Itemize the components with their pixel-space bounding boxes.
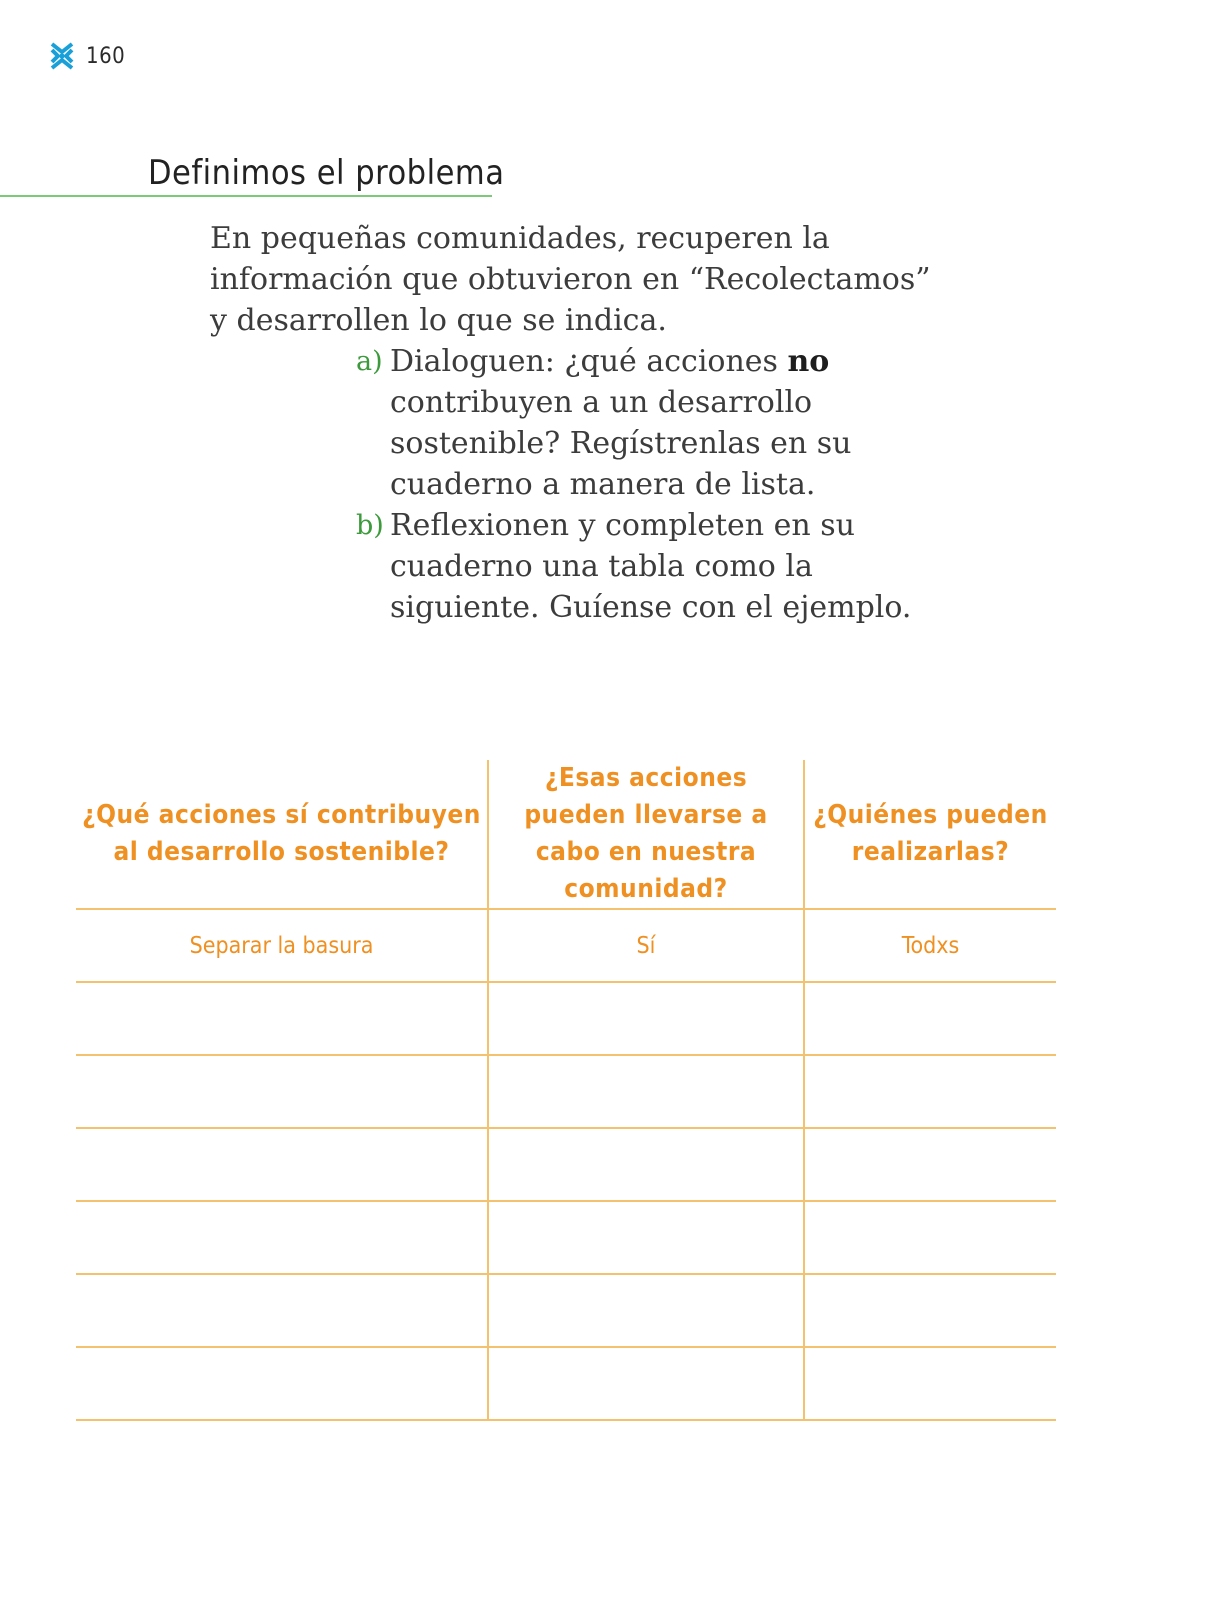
- table-cell: [76, 1055, 488, 1128]
- table-cell: [488, 1274, 804, 1347]
- column-header-who: ¿Quiénes pueden realizarlas?: [804, 760, 1056, 909]
- table-row: [76, 1274, 1056, 1347]
- table-cell: [488, 982, 804, 1055]
- instruction-text: [390, 341, 916, 505]
- table-cell: Todxs: [804, 909, 1056, 982]
- table-cell: [76, 1347, 488, 1420]
- instruction-emphasis: no: [787, 344, 830, 379]
- table-cell: [76, 1274, 488, 1347]
- instruction-item-a: [356, 341, 916, 505]
- table-cell: [488, 1128, 804, 1201]
- table-cell: [804, 1201, 1056, 1274]
- section-title: Definimos el problema: [148, 153, 505, 193]
- ornament-logo-icon: [48, 40, 76, 72]
- page-number: 160: [86, 43, 126, 69]
- section-title-underline: [0, 195, 492, 197]
- table-row: [76, 1347, 1056, 1420]
- table-row: [76, 1128, 1056, 1201]
- table-cell: [804, 982, 1056, 1055]
- table-row: [76, 982, 1056, 1055]
- table-cell: [76, 1201, 488, 1274]
- table-cell: [804, 1347, 1056, 1420]
- instruction-text-part: Dialoguen: ¿qué acciones: [390, 344, 788, 379]
- table-cell: [804, 1274, 1056, 1347]
- column-header-actions: ¿Qué acciones sí contribuyen al desarrollo sostenible?: [76, 760, 488, 909]
- table-cell: [76, 1128, 488, 1201]
- sustainability-table: [76, 760, 1056, 1421]
- table-row: [76, 909, 1056, 982]
- table-cell: [488, 1347, 804, 1420]
- intro-paragraph: En pequeñas comunidades, recuperen la información que obtuvieron en “Recolectamos” y desarrollen lo que se indica.: [210, 221, 931, 338]
- instruction-letter: a): [356, 346, 383, 377]
- instruction-text-part: contribuyen a un desarrollo sostenible? Regístrenlas en su cuaderno a manera de lista.: [390, 385, 852, 502]
- table-row: [76, 1201, 1056, 1274]
- table-cell: [488, 1201, 804, 1274]
- table-row: [76, 1055, 1056, 1128]
- column-header-feasibility: ¿Esas acciones pueden llevarse a cabo en nuestra comunidad?: [488, 760, 804, 909]
- table-cell: Sí: [488, 909, 804, 982]
- table-cell: Separar la basura: [76, 909, 488, 982]
- table-header-row: [76, 760, 1056, 909]
- page-header: [48, 40, 125, 72]
- instruction-list: [356, 341, 916, 628]
- sustainability-table-container: [76, 760, 1056, 1421]
- table-cell: [76, 982, 488, 1055]
- instruction-letter: b): [356, 510, 384, 541]
- table-cell: [488, 1055, 804, 1128]
- instruction-text: Reflexionen y completen en su cuaderno una tabla como la siguiente. Guíense con el ejemplo.: [390, 508, 912, 625]
- table-cell: [804, 1055, 1056, 1128]
- instruction-item-b: [356, 505, 916, 628]
- table-cell: [804, 1128, 1056, 1201]
